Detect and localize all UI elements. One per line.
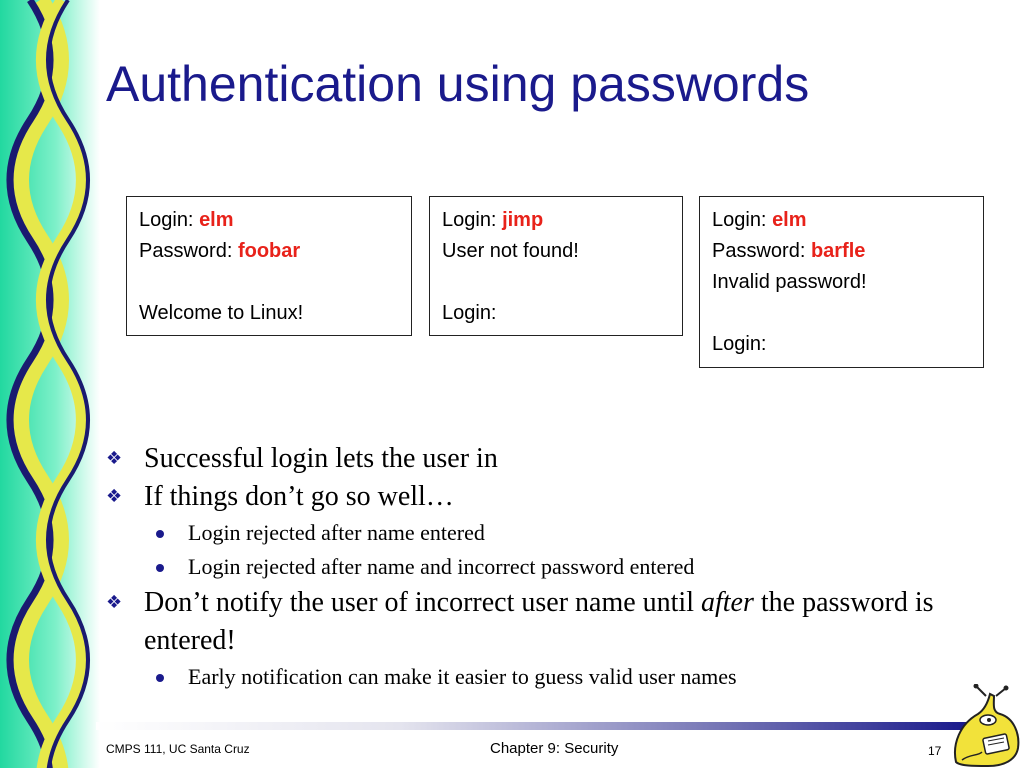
emphasis-text: after [701, 587, 754, 618]
sub-bullet-item: Login rejected after name entered [106, 516, 966, 550]
password-input-echo: foobar [237, 240, 301, 262]
terminal-message: Invalid password! [712, 271, 867, 293]
terminal-box-user-not-found [429, 196, 683, 336]
bullet-item: ❖ Successful login lets the user in [106, 440, 966, 478]
terminal-line: Login: jimp [442, 209, 544, 231]
bullet-item: ❖ Don’t notify the user of incorrect user name until after the password is entered! [106, 584, 966, 660]
diamond-bullet-icon: ❖ [106, 486, 123, 507]
sub-bullet-item: Early notification can make it easier to guess valid user names [106, 660, 966, 694]
diamond-bullet-icon: ❖ [106, 592, 123, 613]
terminal-line: Login: elm [712, 209, 807, 231]
username-input-echo: jimp [502, 209, 544, 231]
dot-bullet-icon [156, 674, 164, 682]
footer-rule [96, 722, 966, 730]
terminal-message: Welcome to Linux! [139, 302, 304, 324]
page-number: 17 [928, 744, 942, 758]
terminal-box-success [126, 196, 412, 336]
dot-bullet-icon [156, 564, 164, 572]
footer-course: CMPS 111, UC Santa Cruz [106, 742, 250, 756]
dot-bullet-icon [156, 530, 164, 538]
username-input-echo: elm [772, 209, 807, 231]
terminal-blank-line [139, 267, 399, 298]
sub-bullet-item: Login rejected after name and incorrect password entered [106, 550, 966, 584]
terminal-message: User not found! [442, 240, 579, 262]
terminal-prompt: Login: [712, 333, 767, 355]
diamond-bullet-icon: ❖ [106, 448, 123, 469]
terminal-box-invalid-password [699, 196, 984, 368]
slide-title: Authentication using passwords [106, 56, 810, 112]
terminal-line: Password: barfle [712, 240, 866, 262]
footer-chapter: Chapter 9: Security [490, 740, 619, 757]
banana-slug-mascot-icon [948, 684, 1024, 768]
decorative-wave-band [0, 0, 100, 768]
terminal-line: Login: elm [139, 209, 234, 231]
username-input-echo: elm [199, 209, 234, 231]
terminal-line: Password: foobar [139, 240, 301, 262]
password-input-echo: barfle [810, 240, 866, 262]
bullet-list [106, 440, 966, 694]
terminal-blank-line [712, 298, 971, 329]
terminal-blank-line [442, 267, 670, 298]
terminal-prompt: Login: [442, 302, 497, 324]
bullet-item: ❖ If things don’t go so well… [106, 478, 966, 516]
